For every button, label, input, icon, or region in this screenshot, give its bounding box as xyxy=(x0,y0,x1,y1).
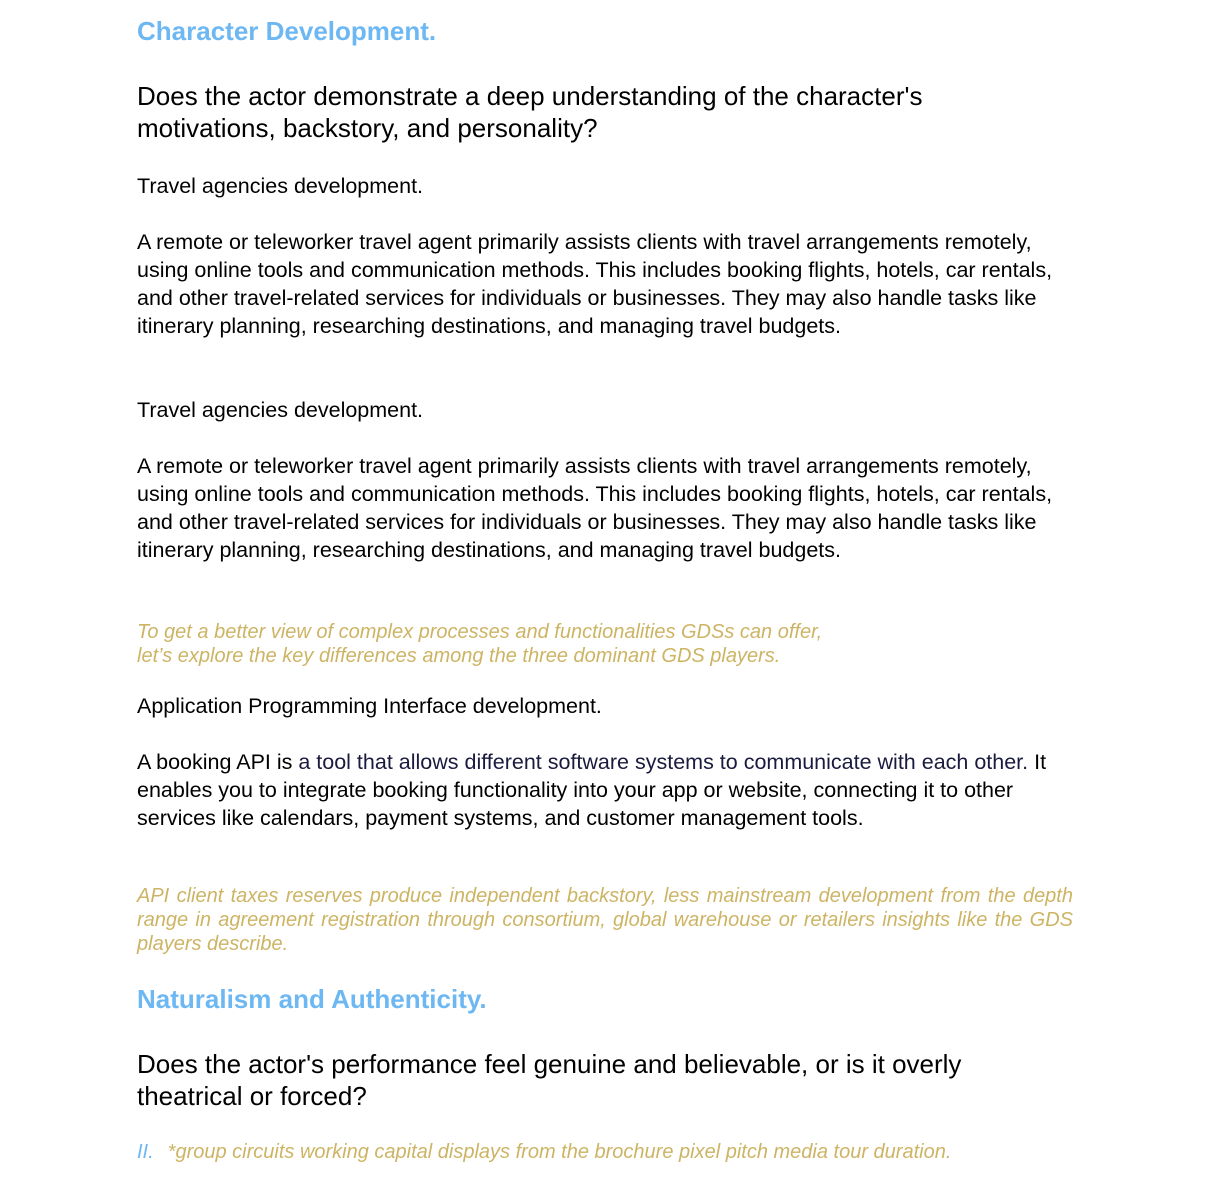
paragraph-booking-api xyxy=(137,748,1072,832)
api-text-highlight: a tool that allows different software systems to communicate with each other. xyxy=(298,750,1029,774)
subheading-travel-agencies-1: Travel agencies development. xyxy=(137,174,424,198)
question-naturalism: Does the actor's performance feel genuine and believable, or is it overly theatrical or forced? xyxy=(137,1049,962,1111)
subheading-api-development: Application Programming Interface development. xyxy=(137,694,602,718)
list-item-text: *group circuits working capital displays from the brochure pixel pitch media tour duration. xyxy=(167,1141,952,1163)
subheading-travel-agencies-2: Travel agencies development. xyxy=(137,398,424,422)
list-marker: II. xyxy=(137,1141,154,1163)
api-text-start: A booking API is xyxy=(137,750,299,774)
note-gds-line-2: let’s explore the key differences among the three dominant GDS players. xyxy=(137,645,781,667)
api-text-end: It enables you to integrate booking functionality into your app or website, connecting it to other services like calendars, payment systems, and customer management tools. xyxy=(137,750,1047,830)
section-heading-character-development: Character Development. xyxy=(137,16,437,46)
note-gds xyxy=(137,620,822,668)
list-item-ii xyxy=(137,1140,951,1164)
question-character: Does the actor demonstrate a deep understanding of the character's motivations, backstory, and personality? xyxy=(137,81,923,143)
note-gds-line-1: To get a better view of complex processes and functionalities GDSs can offer, xyxy=(137,621,823,643)
paragraph-travel-agent-1: A remote or teleworker travel agent primarily assists clients with travel arrangements remotely, using online tools and communication methods. This includes booking flights, hotels, car rentals, and other travel-related services for individuals or businesses. They may also handle tasks like itinerary planning, researching destinations, and managing travel budgets. xyxy=(137,230,1053,338)
section-heading-naturalism: Naturalism and Authenticity. xyxy=(137,984,487,1014)
note-api-client: API client taxes reserves produce independent backstory, less mainstream development from the depth range in agreement registration through consortium, global warehouse or retailers insights like the GDS players describe. xyxy=(137,885,1073,955)
paragraph-travel-agent-2: A remote or teleworker travel agent primarily assists clients with travel arrangements remotely, using online tools and communication methods. This includes booking flights, hotels, car rentals, and other travel-related services for individuals or businesses. They may also handle tasks like itinerary planning, researching destinations, and managing travel budgets. xyxy=(137,454,1053,562)
